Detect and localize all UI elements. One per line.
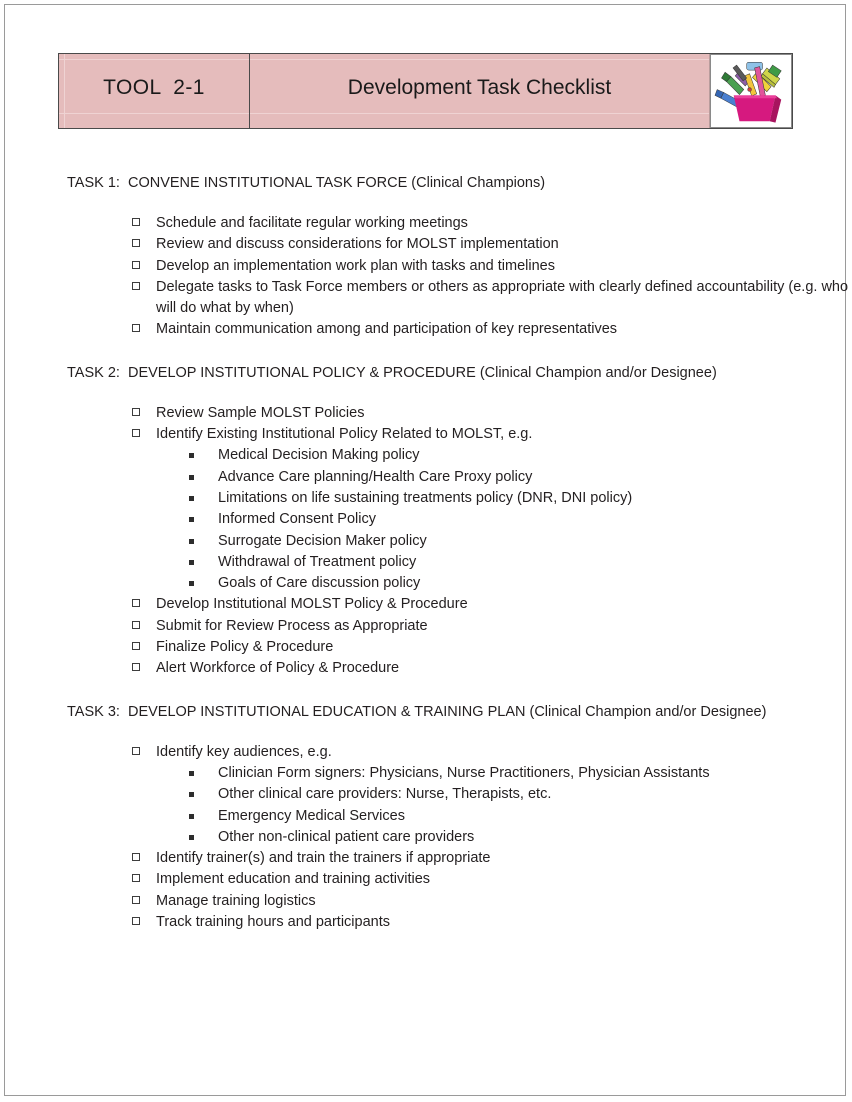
- sub-list-item: [189, 827, 852, 848]
- sub-list-item: [189, 488, 852, 509]
- checklist-item[interactable]: [132, 319, 852, 340]
- checklist-item[interactable]: [132, 912, 852, 933]
- sub-list-item-label: Advance Care planning/Health Care Proxy policy: [218, 468, 533, 485]
- spacer: [5, 383, 852, 403]
- square-bullet-icon: [189, 581, 194, 586]
- page-title: Development Task Checklist: [347, 76, 612, 99]
- checklist-item[interactable]: [132, 213, 852, 234]
- checklist: [132, 403, 852, 680]
- checklist-item-label: Implement education and training activities: [156, 871, 431, 888]
- checklist-item[interactable]: [132, 637, 852, 658]
- task-heading: TASK 1: CONVENE INSTITUTIONAL TASK FORCE (Clinical Champions): [67, 175, 546, 191]
- checkbox-icon[interactable]: [132, 853, 140, 861]
- square-bullet-icon: [189, 835, 194, 840]
- square-bullet-icon: [189, 475, 194, 480]
- document-page: [4, 4, 849, 1096]
- checklist-item-label: Develop Institutional MOLST Policy & Procedure: [156, 596, 468, 613]
- checklist-item-label: Manage training logistics: [156, 892, 316, 909]
- header-tool-cell: [59, 54, 250, 128]
- checklist-item-label: Develop an implementation work plan with tasks and timelines: [156, 257, 555, 274]
- checklist-item[interactable]: [132, 616, 852, 637]
- checklist-item[interactable]: [132, 658, 852, 679]
- checklist-item[interactable]: [132, 848, 852, 869]
- checklist-item[interactable]: [132, 869, 852, 890]
- sub-list-item-label: Other clinical care providers: Nurse, Therapists, etc.: [218, 786, 552, 803]
- sub-list: [189, 763, 852, 848]
- square-bullet-icon: [189, 792, 194, 797]
- checklist-item-label: Identify Existing Institutional Policy Related to MOLST, e.g.: [156, 426, 533, 443]
- task-block: [5, 702, 852, 956]
- checkbox-icon[interactable]: [132, 282, 140, 290]
- square-bullet-icon: [189, 496, 194, 501]
- checklist-item[interactable]: [132, 277, 852, 320]
- spacer: [5, 341, 852, 363]
- checklist-item-label: Finalize Policy & Procedure: [156, 639, 334, 656]
- checkbox-icon[interactable]: [132, 261, 140, 269]
- header-rule-bottom: [59, 113, 249, 114]
- checklist-item-label: Review and discuss considerations for MOLST implementation: [156, 236, 559, 253]
- checkbox-icon[interactable]: [132, 324, 140, 332]
- checkbox-icon[interactable]: [132, 747, 140, 755]
- tool-number-label: TOOL 2-1: [103, 76, 205, 99]
- checklist-item[interactable]: [132, 891, 852, 912]
- checkbox-icon[interactable]: [132, 408, 140, 416]
- sub-list-item-label: Withdrawal of Treatment policy: [218, 553, 417, 570]
- sub-list-item: [189, 467, 852, 488]
- task-block: [5, 363, 852, 702]
- checkbox-icon[interactable]: [132, 663, 140, 671]
- checklist-item[interactable]: [132, 403, 852, 424]
- header-title-rule-bottom: [250, 113, 709, 114]
- square-bullet-icon: [189, 771, 194, 776]
- checklist-item[interactable]: [132, 234, 852, 255]
- sub-list-item-label: Clinician Form signers: Physicians, Nurse Practitioners, Physician Assistants: [218, 764, 710, 781]
- checklist-item-label: Identify trainer(s) and train the trainers if appropriate: [156, 850, 491, 867]
- sub-list-item: [189, 552, 852, 573]
- toolbox-icon: [710, 54, 792, 128]
- sub-list-item: [189, 573, 852, 594]
- square-bullet-icon: [189, 539, 194, 544]
- sub-list-item-label: Limitations on life sustaining treatments policy (DNR, DNI policy): [218, 489, 633, 506]
- task-heading: TASK 3: DEVELOP INSTITUTIONAL EDUCATION & TRAINING PLAN (Clinical Champion and/or Designee): [67, 703, 767, 720]
- header-rule-left: [64, 54, 65, 128]
- checkbox-icon[interactable]: [132, 621, 140, 629]
- sub-list-item-label: Medical Decision Making policy: [218, 447, 420, 464]
- square-bullet-icon: [189, 814, 194, 819]
- sub-list-item-label: Goals of Care discussion policy: [218, 575, 421, 592]
- checklist-body: [5, 173, 852, 955]
- checklist-item[interactable]: [132, 594, 852, 615]
- sub-list-item-label: Emergency Medical Services: [218, 807, 405, 824]
- checklist-item[interactable]: [132, 424, 852, 445]
- spacer: [5, 933, 852, 955]
- checkbox-icon[interactable]: [132, 239, 140, 247]
- square-bullet-icon: [189, 517, 194, 522]
- checklist: [132, 742, 852, 934]
- sub-list-item: [189, 509, 852, 530]
- sub-list-item: [189, 445, 852, 466]
- sub-list-item: [189, 531, 852, 552]
- header-rule-top: [59, 59, 249, 60]
- spacer: [5, 722, 852, 742]
- square-bullet-icon: [189, 560, 194, 565]
- spacer: [5, 193, 852, 213]
- checklist-item-label: Identify key audiences, e.g.: [156, 743, 332, 760]
- checklist-item-label: Review Sample MOLST Policies: [156, 404, 365, 421]
- header-title-rule-top: [250, 59, 709, 60]
- checkbox-icon[interactable]: [132, 874, 140, 882]
- document-header-banner: [58, 53, 793, 129]
- checklist-item-label: Delegate tasks to Task Force members or others as appropriate with clearly defined accountability (e.g. who will do what by when): [156, 278, 849, 317]
- sub-list-item: [189, 784, 852, 805]
- checkbox-icon[interactable]: [132, 429, 140, 437]
- checkbox-icon[interactable]: [132, 917, 140, 925]
- sub-list-item: [189, 806, 852, 827]
- checkbox-icon[interactable]: [132, 896, 140, 904]
- sub-list-item-label: Informed Consent Policy: [218, 511, 376, 528]
- sub-list-item-label: Other non-clinical patient care providers: [218, 828, 475, 845]
- checklist-item-label: Schedule and facilitate regular working meetings: [156, 215, 468, 231]
- checklist-item[interactable]: [132, 742, 852, 763]
- checkbox-icon[interactable]: [132, 599, 140, 607]
- checklist-item-label: Maintain communication among and participation of key representatives: [156, 321, 618, 338]
- task-heading: TASK 2: DEVELOP INSTITUTIONAL POLICY & PROCEDURE (Clinical Champion and/or Designee): [67, 364, 717, 381]
- task-block: [5, 173, 852, 363]
- checkbox-icon[interactable]: [132, 642, 140, 650]
- checkbox-icon[interactable]: [132, 218, 140, 226]
- header-title-cell: [250, 54, 710, 128]
- spacer: [5, 680, 852, 702]
- checklist-item-label: Submit for Review Process as Appropriate: [156, 617, 428, 634]
- header-icon-cell: [710, 54, 792, 128]
- checklist-item-label: Alert Workforce of Policy & Procedure: [156, 660, 400, 677]
- sub-list-item-label: Surrogate Decision Maker policy: [218, 532, 427, 549]
- sub-list-item: [189, 763, 852, 784]
- checklist: [132, 213, 852, 341]
- square-bullet-icon: [189, 453, 194, 458]
- checklist-item[interactable]: [132, 256, 852, 277]
- sub-list: [189, 445, 852, 594]
- checklist-item-label: Track training hours and participants: [156, 914, 390, 931]
